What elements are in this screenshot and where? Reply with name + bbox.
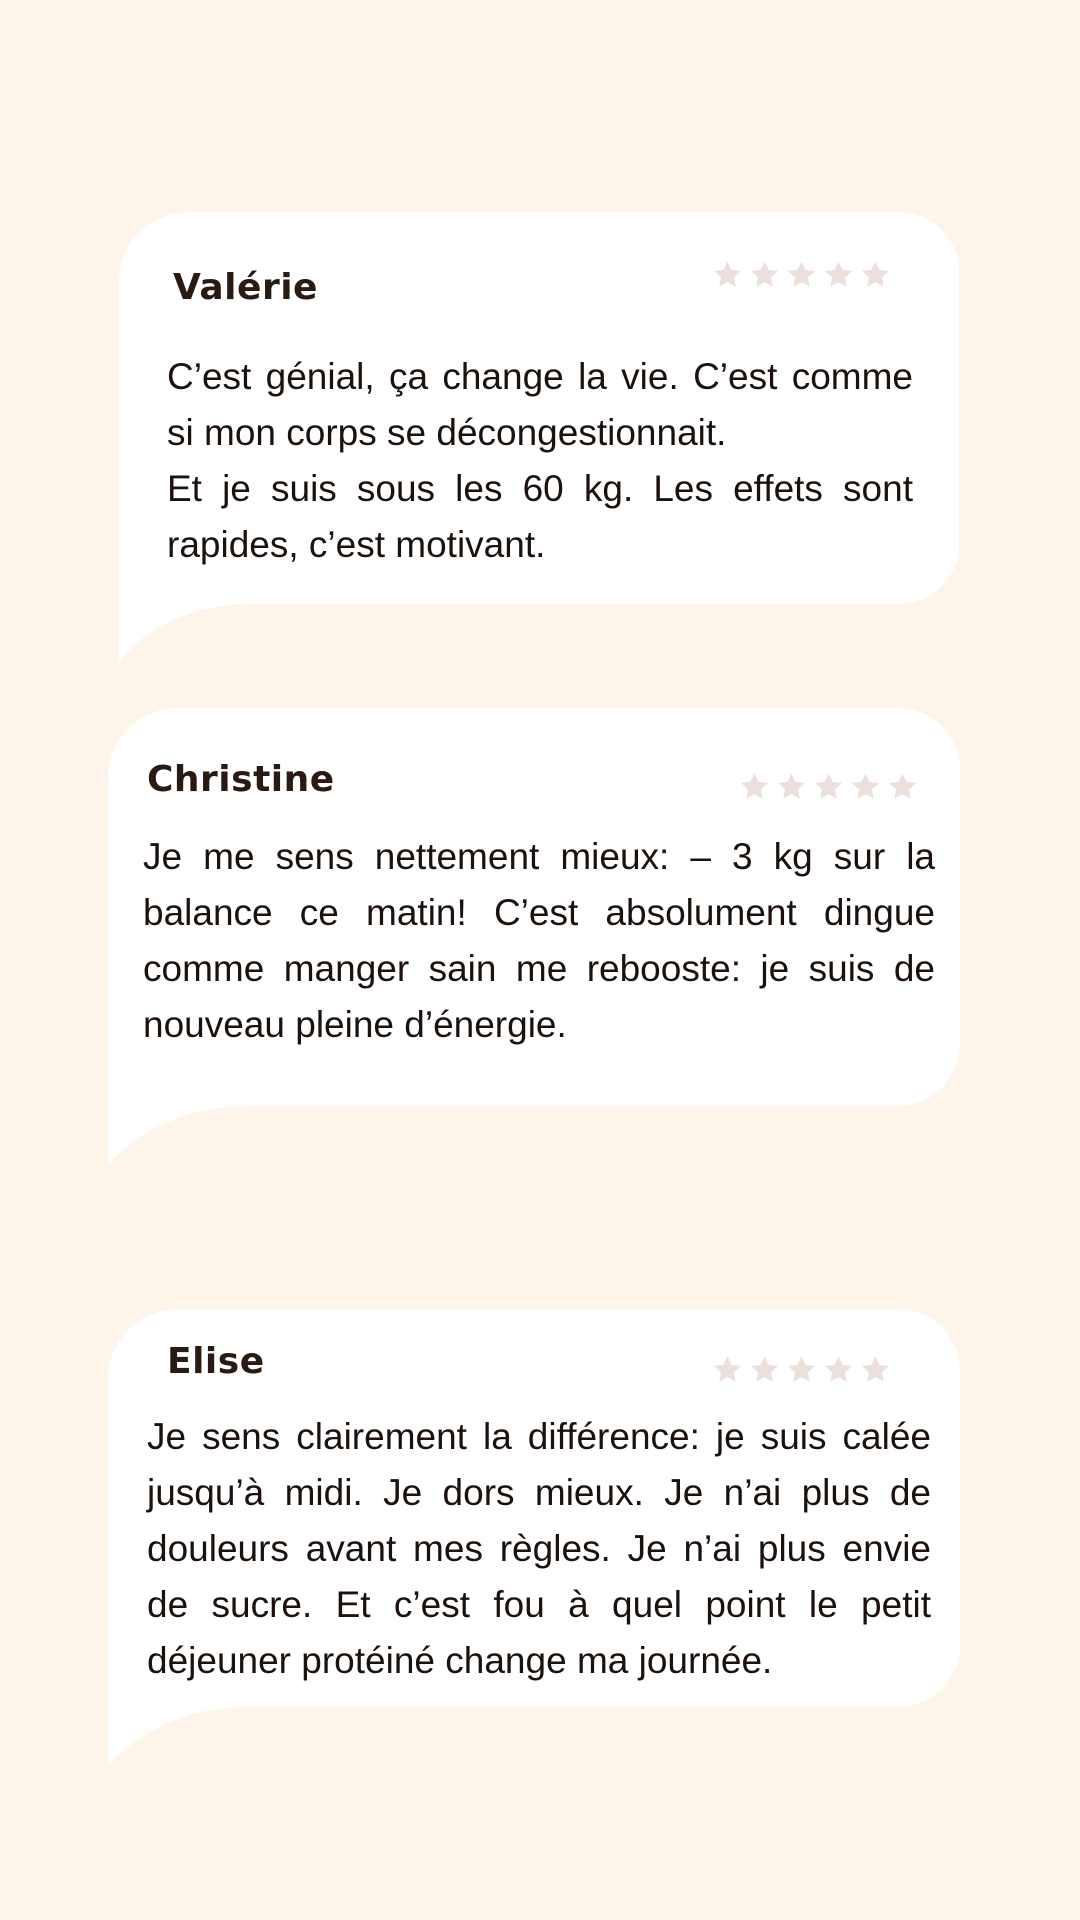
star-icon (739, 771, 770, 802)
review-text (143, 829, 935, 1053)
star-icon (813, 771, 844, 802)
star-icon (712, 259, 743, 290)
reviewer-name: Christine (147, 759, 335, 800)
star-icon (712, 1354, 743, 1385)
reviewer-name: Elise (167, 1341, 265, 1382)
review-card (108, 708, 960, 1164)
review-card (119, 212, 959, 662)
star-icon (823, 259, 854, 290)
review-paragraph: Je sens clairement la différence: je suis calée jusqu’à midi. Je dors mieux. Je n’ai plus de douleurs avant mes règles. Je n’ai plus envie de sucre. Et c’est fou à quel point le petit déjeuner protéiné change ma journée. (147, 1416, 931, 1681)
star-icon (786, 1354, 817, 1385)
reviewer-name: Valérie (173, 267, 318, 308)
review-paragraph: C’est génial, ça change la vie. C’est comme si mon corps se décongestionnait. (167, 356, 913, 453)
star-rating (712, 259, 891, 290)
review-card (108, 1309, 960, 1765)
review-paragraph: Je me sens nettement mieux: – 3 kg sur la balance ce matin! C’est absolument dingue comme manger sain me rebooste: je suis de nouveau pleine d’énergie. (143, 836, 935, 1045)
star-icon (749, 1354, 780, 1385)
review-text (147, 1409, 931, 1689)
star-icon (776, 771, 807, 802)
star-icon (786, 259, 817, 290)
star-icon (823, 1354, 854, 1385)
review-text (167, 349, 913, 573)
star-rating (712, 1354, 891, 1385)
star-icon (850, 771, 881, 802)
review-paragraph: Et je suis sous les 60 kg. Les effets sont rapides, c’est motivant. (167, 468, 913, 565)
star-icon (749, 259, 780, 290)
star-icon (860, 259, 891, 290)
star-icon (887, 771, 918, 802)
star-icon (860, 1354, 891, 1385)
star-rating (739, 771, 918, 802)
